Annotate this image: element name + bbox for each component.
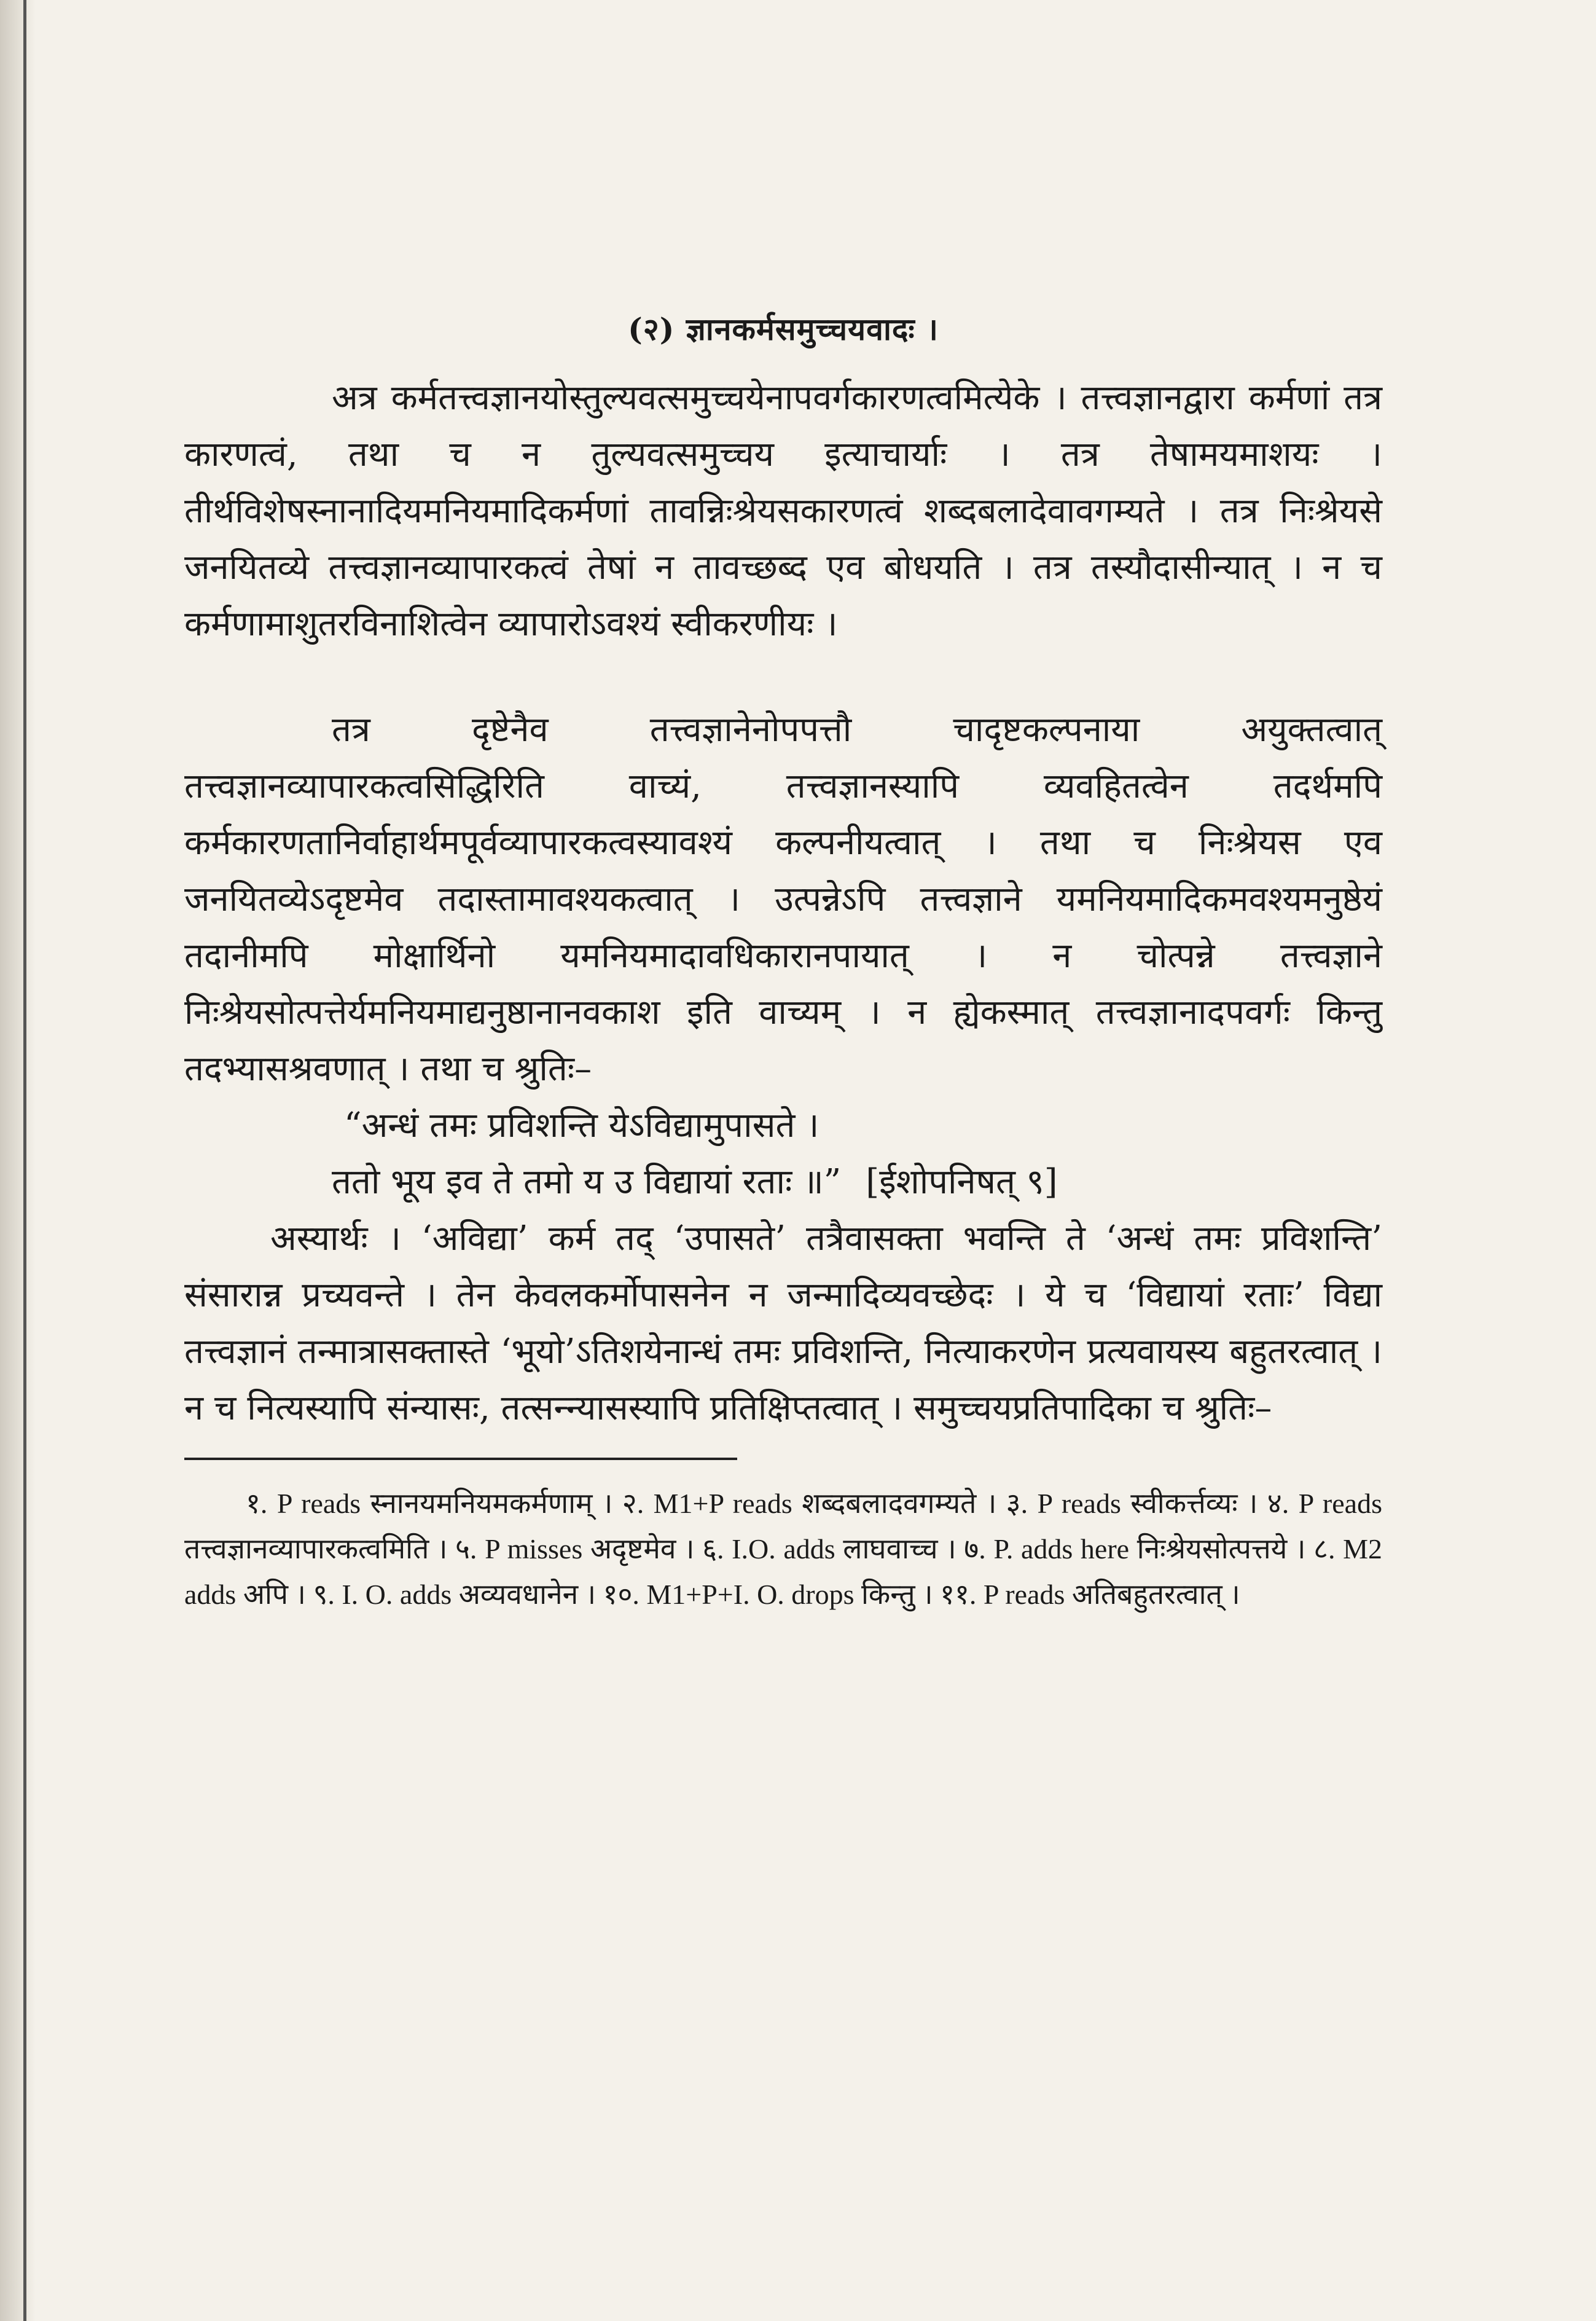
verse-line-2 bbox=[332, 1154, 1382, 1211]
paragraph-2: तत्र दृष्टेनैव तत्त्वज्ञानेनोपपत्तौ चादृष्टकल्पनाया अयुक्तत्वात् तत्त्वज्ञानव्यापारकत्वसिद्धिरिति वाच्यं, तत्त्वज्ञानस्यापि व्यवहितत्वेन तदर्थमपि कर्मकारणतानिर्वाहार्थमपूर्वव्यापारकत्वस्यावश्यं कल्पनीयत्वात् । तथा च निःश्रेयस एव जनयितव्येऽदृष्टमेव तदास्तामावश्यकत्वात् । उत्पन्नेऽपि तत्त्वज्ञाने यमनियमादिकमवश्यमनुष्ठेयं तदानीमपि मोक्षार्थिनो यमनियमादावधिकारानपायात् । न चोत्पन्ने तत्त्वज्ञाने निःश्रेयसोत्पत्तेर्यमनियमाद्यनुष्ठानानवकाश इति वाच्यम् । न ह्येकस्मात् तत्त्वज्ञानादपवर्गः किन्तु तदभ्यासश्रवणात् । तथा च श्रुतिः– bbox=[184, 710, 1382, 1089]
verse-line-2-text: ततो भूय इव ते तमो य उ विद्यायां रताः ॥” bbox=[332, 1162, 842, 1202]
footnote-rule bbox=[184, 1458, 737, 1460]
section-heading: (२) ज्ञानकर्मसमुच्चयवादः । bbox=[628, 311, 939, 347]
paragraph-3: अस्यार्थः । ‘अविद्या’ कर्म तद् ‘उपासते’ तत्रैवासक्ता भवन्ति ते ‘अन्धं तमः प्रविशन्ति’ संसारान्न प्रच्यवन्ते । तेन केवलकर्मोपासनेन न जन्मादिव्यवच्छेदः । ये च ‘विद्यायां रताः’ विद्या तत्त्वज्ञानं तन्मात्रासक्तास्ते ‘भूयो’ऽतिशयेनान्धं तमः प्रविशन्ति, नित्याकरणेन प्रत्यवायस्य बहुतरत्वात् । न च नित्यस्यापि संन्यासः, तत्सन्न्यासस्यापि प्रतिक्षिप्तत्वात् । समुच्चयप्रतिपादिका च श्रुतिः– bbox=[184, 1219, 1382, 1428]
verse-reference: [ईशोपनिषत् ९] bbox=[866, 1162, 1058, 1202]
paragraph-1: अत्र कर्मतत्त्वज्ञानयोस्तुल्यवत्समुच्चयेनापवर्गकारणत्वमित्येके । तत्त्वज्ञानद्वारा कर्मणां तत्र कारणत्वं, तथा च न तुल्यवत्समुच्चय इत्याचार्याः । तत्र तेषामयमाशयः । तीर्थविशेषस्नानादियमनियमादिकर्मणां तावन्निःश्रेयसकारणत्वं शब्दबलादेवावगम्यते । तत्र निःश्रेयसे जनयितव्ये तत्त्वज्ञानव्यापारकत्वं तेषां न तावच्छब्द एव बोधयति । तत्र तस्यौदासीन्यात् । न च कर्मणामाशुतरविनाशित्वेन व्यापारोऽवश्यं स्वीकरणीयः । bbox=[184, 378, 1382, 644]
page-content bbox=[184, 307, 1382, 1617]
book-binding-shadow bbox=[0, 0, 36, 2321]
binding-edge-line bbox=[23, 0, 26, 2321]
verse-line-1: “अन्धं तमः प्रविशन्ति येऽविद्यामुपासते । bbox=[344, 1106, 820, 1145]
footnotes: १. P reads स्नानयमनियमकर्मणाम् । २. M1+P reads शब्दबलादवगम्यते । ३. P reads स्वीकर्त्तव्यः । ४. P reads तत्त्वज्ञानव्यापारकत्वमिति । ५. P misses अदृष्टमेव । ६. I.O. adds लाघवाच्च । ७. P. adds here निःश्रेयसोत्पत्तये । ८. M2 adds अपि । ९. I. O. adds अव्यवधानेन । १०. M1+P+I. O. drops किन्तु । ११. P reads अतिबहुतरत्वात् । bbox=[184, 1488, 1382, 1610]
